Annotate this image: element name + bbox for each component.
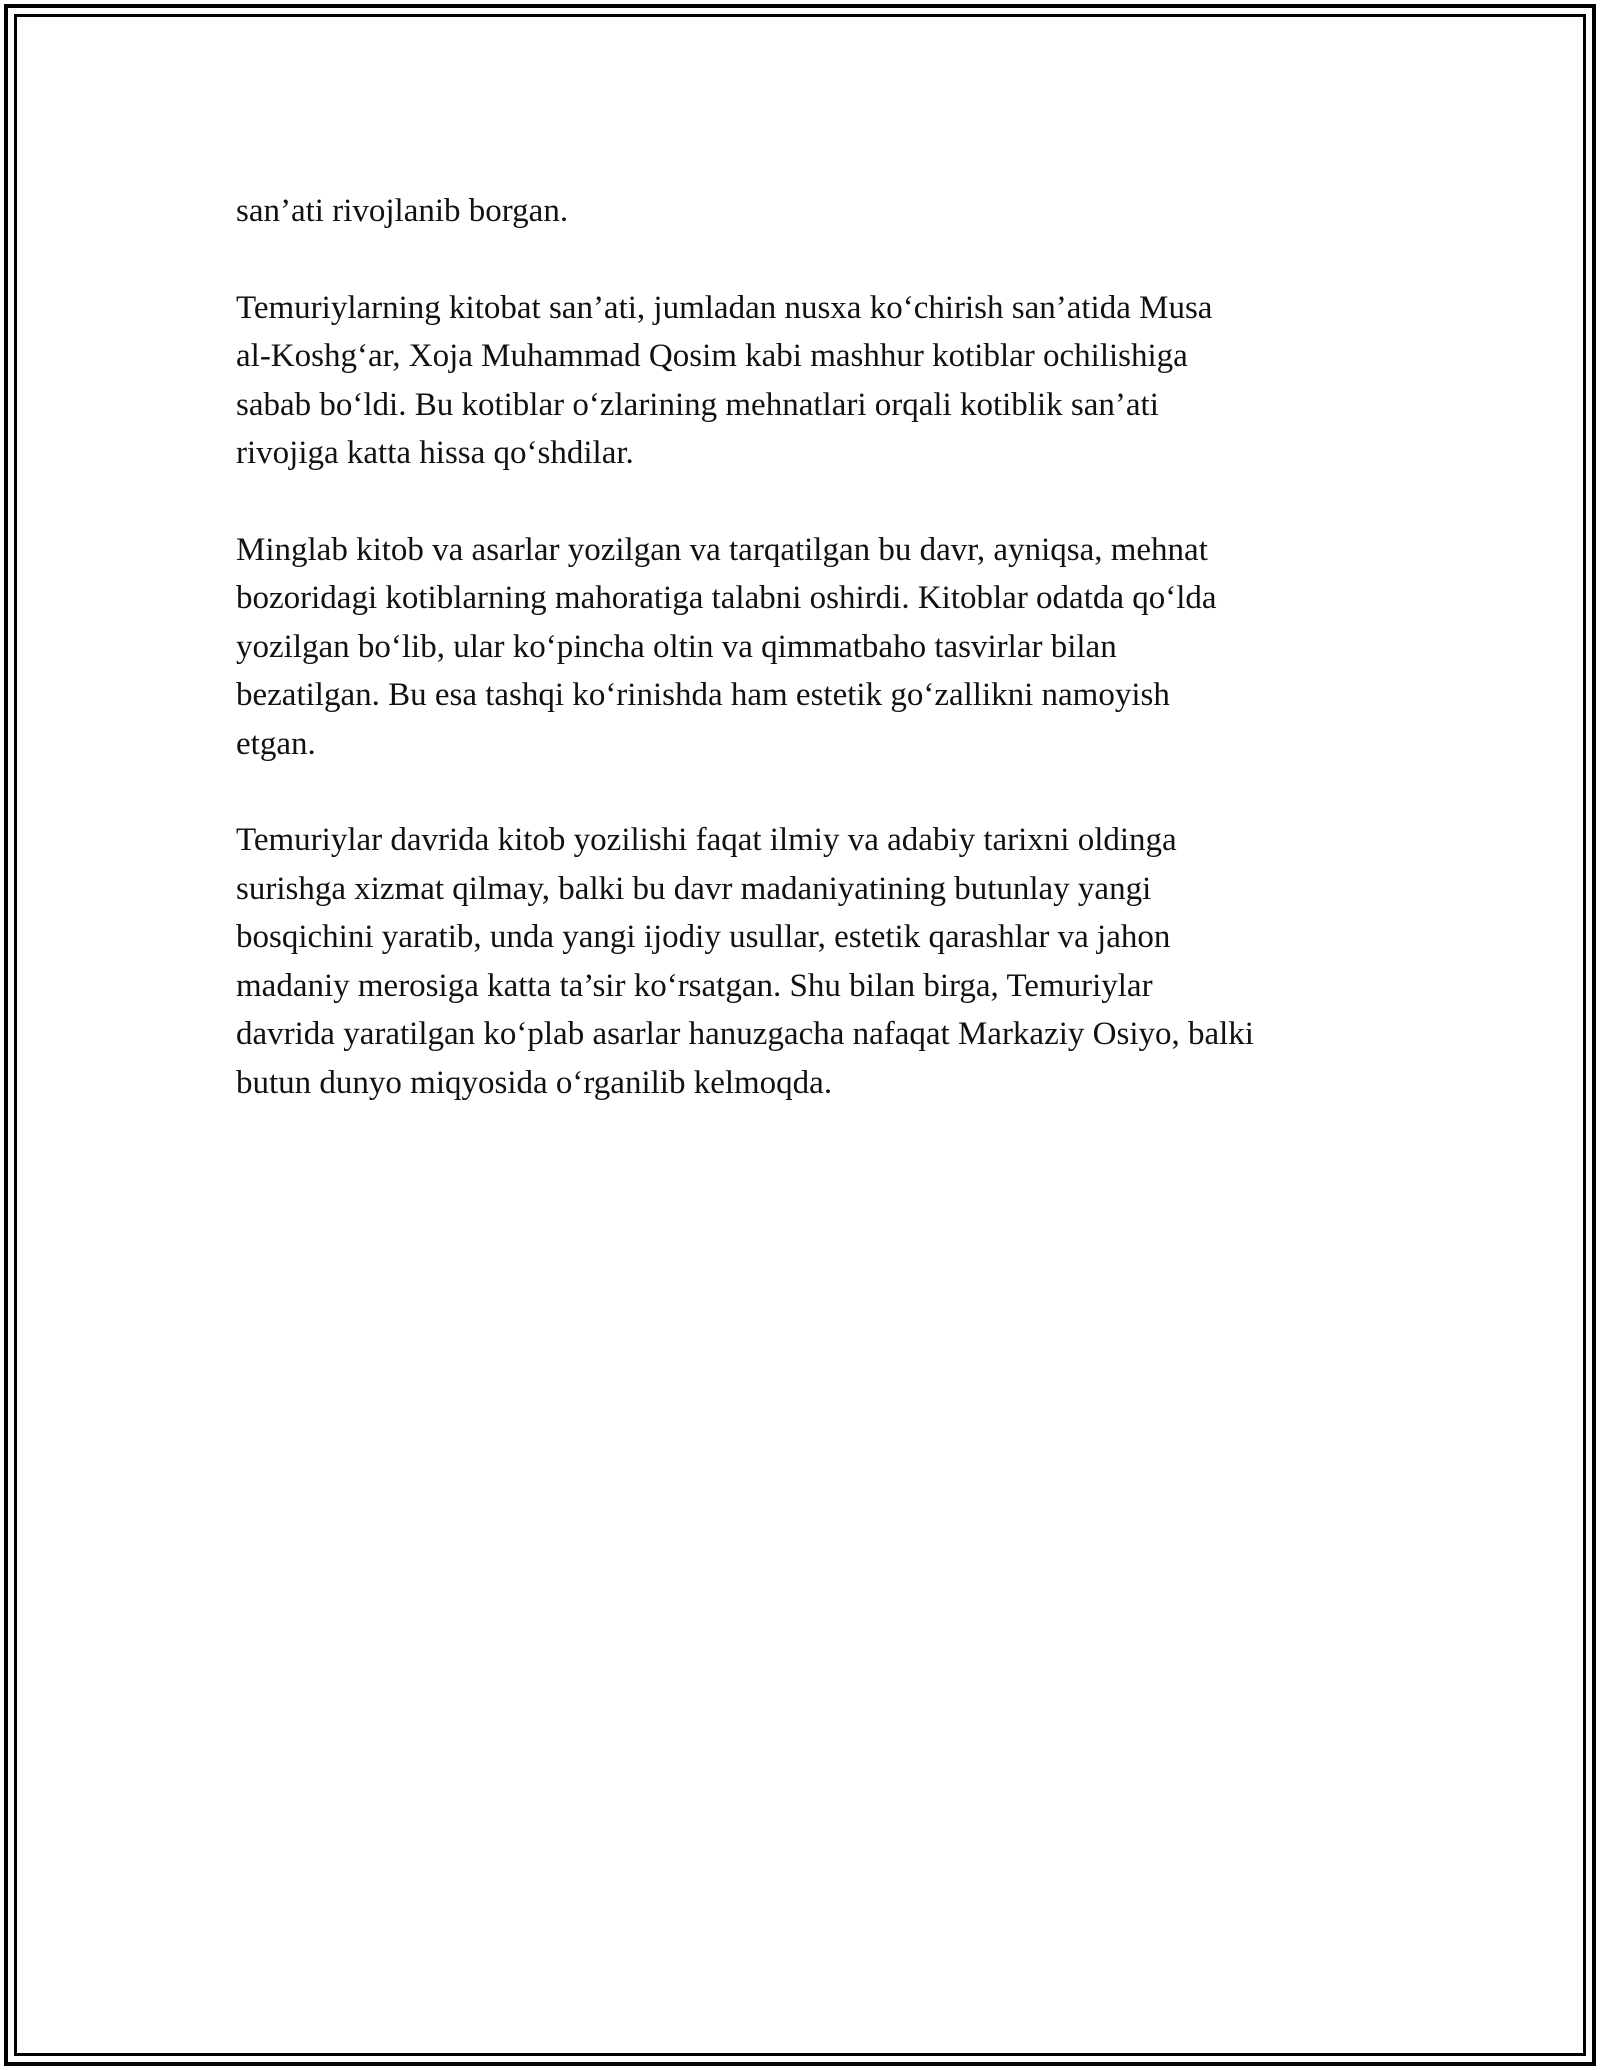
text-line: bezatilgan. Bu esa tashqi ko‘rinishda ham estetik go‘zallikni namoyish bbox=[236, 677, 1170, 713]
text-line: davrida yaratilgan ko‘plab asarlar hanuzgacha nafaqat Markaziy Osiyo, balki bbox=[236, 1016, 1254, 1052]
text-line: Minglab kitob va asarlar yozilgan va tarqatilgan bu davr, ayniqsa, mehnat bbox=[236, 531, 1208, 568]
text-line: sabab bo‘ldi. Bu kotiblar o‘zlarining mehnatlari orqali kotiblik san’ati bbox=[236, 386, 1159, 423]
paragraph-1 bbox=[236, 187, 1376, 236]
text-line: Temuriylarning kitobat san’ati, jumladan nusxa ko‘chirish san’atida Musa bbox=[236, 289, 1213, 326]
text-line: Temuriylar davrida kitob yozilishi faqat ilmiy va adabiy tarixni oldinga bbox=[236, 822, 1177, 858]
text-line: butun dunyo miqyosida o‘rganilib kelmoqda. bbox=[236, 1064, 833, 1101]
text-line: bosqichini yaratib, unda yangi ijodiy usullar, estetik qarashlar va jahon bbox=[236, 919, 1171, 955]
paragraph-2 bbox=[236, 284, 1376, 478]
text-line: san’ati rivojlanib borgan. bbox=[236, 193, 569, 229]
text-line: bozoridagi kotiblarning mahoratiga talabni oshirdi. Kitoblar odatda qo‘lda bbox=[236, 580, 1217, 616]
text-line: etgan. bbox=[236, 725, 316, 762]
text-line: rivojiga katta hissa qo‘shdilar. bbox=[236, 435, 634, 471]
text-line: al-Koshg‘ar, Xoja Muhammad Qosim kabi mashhur kotiblar ochilishiga bbox=[236, 338, 1188, 374]
text-line: surishga xizmat qilmay, balki bu davr madaniyatining butunlay yangi bbox=[236, 870, 1152, 907]
text-line: madaniy merosiga katta ta’sir ko‘rsatgan. Shu bilan birga, Temuriylar bbox=[236, 967, 1153, 1004]
paragraph-3 bbox=[236, 526, 1376, 769]
paragraph-4 bbox=[236, 816, 1376, 1107]
text-line: yozilgan bo‘lib, ular ko‘pincha oltin va qimmatbaho tasvirlar bilan bbox=[236, 628, 1117, 665]
document-body bbox=[236, 187, 1376, 1155]
